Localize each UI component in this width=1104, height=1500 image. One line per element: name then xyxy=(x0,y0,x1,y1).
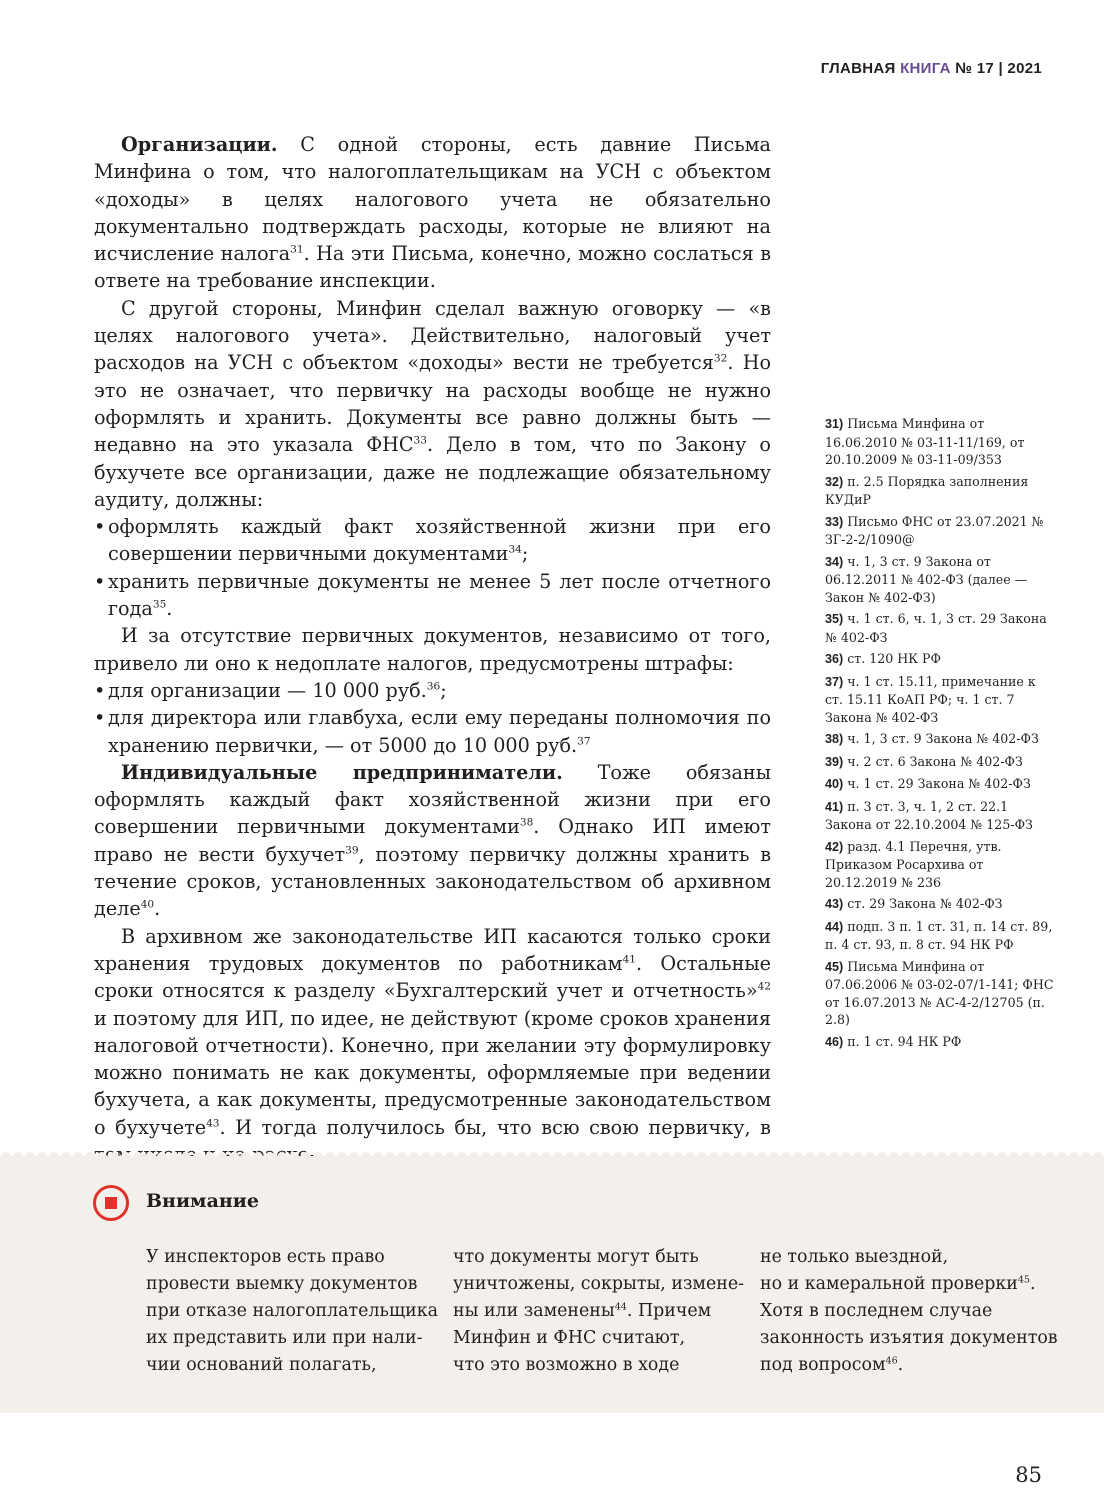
footnote xyxy=(825,775,1055,794)
footnote-ref: 35 xyxy=(152,598,167,611)
text-line: У инспекторов есть право xyxy=(146,1247,385,1267)
footnote-text: ст. 120 НК РФ xyxy=(847,651,941,666)
paragraph-minfin-clause xyxy=(94,295,771,513)
attention-column-1 xyxy=(146,1244,436,1379)
running-header xyxy=(821,60,1042,77)
paragraph-entrepreneurs xyxy=(94,759,771,923)
text-line: что это возможно в ходе xyxy=(453,1355,680,1375)
footnote-text: ч. 1, 3 ст. 9 Закона № 402-ФЗ xyxy=(847,731,1039,746)
header-title-accent: КНИГА xyxy=(900,60,951,77)
paragraph-text: . xyxy=(154,897,161,921)
text-line: чии оснований полагать, xyxy=(146,1355,377,1375)
paragraph-text: . На эти Письма, конечно, можно сослаться в ответе на требование инспекции. xyxy=(94,242,771,293)
text-line: что документы могут быть xyxy=(453,1247,699,1267)
text-line: при отказе налогоплательщика xyxy=(146,1301,438,1321)
stop-alert-icon xyxy=(92,1184,130,1222)
footnote-ref: 46 xyxy=(885,1355,898,1367)
text-line xyxy=(453,1298,743,1325)
text-fragment: под вопросом xyxy=(760,1355,886,1375)
footnote-text: разд. 4.1 Перечня, утв. Приказом Росархива от 20.12.2019 № 236 xyxy=(825,838,1002,890)
footnote xyxy=(825,650,1055,669)
footnote xyxy=(825,673,1055,727)
footnote-number: 43) xyxy=(825,897,844,911)
paragraph-text: . Дело в том, что по Закону о бухучете все организации, даже не подлежащие обязательному аудиту, должны: xyxy=(94,433,771,511)
text-line: провести выемку документов xyxy=(146,1274,418,1294)
footnote xyxy=(825,415,1055,469)
footnote xyxy=(825,753,1055,772)
paragraph-archive xyxy=(94,923,771,1169)
footnote-ref: 36 xyxy=(426,680,441,693)
paragraph-text: . Но это не означает, что первичку на расходы вообще не нужно оформлять и хранить. Документы все равно должны быть — недавно на это указала ФНС xyxy=(94,351,771,457)
footnote-text: Письма Минфина от 07.06.2006 № 03-02-07/1-141; ФНС от 16.07.2013 № АС-4-2/12705 (п. 2.8) xyxy=(825,958,1054,1027)
paragraph-text: . И тогда получилось бы, что всю свою первичку, в xyxy=(219,1115,771,1139)
page-number: 85 xyxy=(1015,1463,1042,1487)
footnote-number: 46) xyxy=(825,1034,844,1049)
paragraph-text: В архивном же законодательстве ИП касаются только сроки хранения трудовых документов по работникам xyxy=(94,924,771,975)
paragraph-text: С другой стороны, Минфин сделал важную оговорку — «в целях налогового учета». Действительно, налоговый учет расходов на УСН с объектом «доходы» вести не требуется xyxy=(94,296,771,375)
footnote xyxy=(825,958,1055,1029)
lead-entrepreneurs: Индивидуальные предприниматели. xyxy=(121,760,563,784)
footnote xyxy=(825,838,1055,892)
footnote-ref: 34 xyxy=(508,544,522,557)
footnote-ref: 43 xyxy=(206,1117,220,1130)
list-item xyxy=(94,513,771,568)
footnote xyxy=(825,730,1055,749)
text-line: Минфин и ФНС считают, xyxy=(453,1328,685,1348)
footnote-number: 39) xyxy=(825,754,844,769)
paragraph-text: и поэтому для ИП, по идее, не действуют (кроме сроков хранения налоговой отчетности). Конечно, при желании эту формулировку можно понимать не как документы, оформляемые при ведении бухучета, а как документы, предусмотренные законодательством о бухучете xyxy=(94,1006,771,1139)
footnote xyxy=(825,895,1055,914)
footnote-number: 44) xyxy=(825,919,844,934)
text-line: Хотя в последнем случае xyxy=(760,1301,993,1321)
footnote-number: 42) xyxy=(825,839,844,854)
footnote-number: 37) xyxy=(825,674,844,689)
footnote-text: ч. 2 ст. 6 Закона № 402-ФЗ xyxy=(847,753,1023,769)
footnote-text: п. 1 ст. 94 НК РФ xyxy=(847,1033,962,1049)
text-fragment: . xyxy=(897,1355,904,1375)
footnote-number: 31) xyxy=(825,417,844,431)
paragraph-text: , поэтому первичку должны хранить в течение сроков, установленных законодательством об архивном деле xyxy=(94,842,771,921)
footnote-text: п. 2.5 Порядка заполнения КУДиР xyxy=(825,473,1029,507)
attention-column-3 xyxy=(760,1244,1060,1379)
text-fragment: . xyxy=(1030,1274,1036,1294)
list-item-text: для организации — 10 000 руб. xyxy=(108,678,427,702)
footnote-ref: 41 xyxy=(622,953,636,966)
footnote-text: ч. 1 ст. 29 Закона № 402-ФЗ xyxy=(847,776,1031,791)
footnote xyxy=(825,473,1055,509)
header-title: ГЛАВНАЯ xyxy=(820,60,896,77)
attention-column-2 xyxy=(453,1244,743,1379)
footnote-text: подп. 3 п. 1 ст. 31, п. 14 ст. 89, п. 4 ст. 93, п. 8 ст. 94 НК РФ xyxy=(825,918,1053,952)
footnote-ref: 33 xyxy=(413,434,427,447)
text-line xyxy=(760,1271,1060,1298)
text-fragment: но и камеральной проверки xyxy=(760,1274,1018,1294)
footnote-ref: 31 xyxy=(290,243,304,256)
footnote-number: 34) xyxy=(825,554,844,569)
text-line: их представить или при нали- xyxy=(146,1328,423,1348)
scalloped-edge xyxy=(0,1150,1104,1158)
list-item-text: ; xyxy=(440,678,447,702)
footnote-number: 45) xyxy=(825,959,844,974)
attention-title: Внимание xyxy=(146,1190,259,1212)
footnote-number: 35) xyxy=(825,612,844,626)
footnote-ref: 39 xyxy=(345,844,359,857)
obligations-list xyxy=(94,513,771,622)
text-fragment: . Причем xyxy=(626,1301,712,1321)
footnote-text: Письма Минфина от 16.06.2010 № 03-11-11/169, от 20.10.2009 № 03-11-09/353 xyxy=(825,416,1025,467)
paragraph-text: . Остальные сроки относятся к разделу «Бухгалтерский учет и отчетность» xyxy=(94,951,771,1003)
list-item-text: оформлять каждый факт хозяйственной жизни при его совершении первичными документами xyxy=(108,515,771,566)
list-item xyxy=(94,704,771,759)
footnote xyxy=(825,798,1055,834)
article-body xyxy=(94,131,771,1168)
footnote-ref: 44 xyxy=(614,1301,627,1313)
footnote-text: ч. 1, 3 ст. 9 Закона от 06.12.2011 № 402-ФЗ (далее — Закон № 402-ФЗ) xyxy=(825,553,1028,605)
list-item-text: для директора или главбуха, если ему переданы полномочия по хранению первички, — от 5000 до 10 000 руб. xyxy=(108,706,771,757)
text-line: уничтожены, сокрыты, измене- xyxy=(453,1274,745,1294)
footnote-text: ч. 1 ст. 15.11, примечание к ст. 15.11 КоАП РФ; ч. 1 ст. 7 Закона № 402-ФЗ xyxy=(825,673,1036,725)
footnote-ref: 42 xyxy=(757,980,771,993)
list-item-text: . xyxy=(166,597,173,621)
footnote xyxy=(825,513,1055,549)
lead-organizations: Организации. xyxy=(121,133,278,156)
footnote xyxy=(825,610,1055,646)
footnote-ref: 37 xyxy=(577,735,591,748)
fines-list xyxy=(94,677,771,759)
footnote-text: ч. 1 ст. 6, ч. 1, 3 ст. 29 Закона № 402-ФЗ xyxy=(825,611,1047,645)
footnote-ref: 32 xyxy=(713,352,728,365)
footnote-number: 41) xyxy=(825,799,844,814)
paragraph-text: . Однако ИП имеют право не вести бухучет xyxy=(94,815,771,866)
text-line xyxy=(760,1352,1060,1379)
footnote-number: 40) xyxy=(825,777,844,791)
footnote-text: п. 3 ст. 3, ч. 1, 2 ст. 22.1 Закона от 22.10.2004 № 125-ФЗ xyxy=(825,798,1033,832)
footnote xyxy=(825,918,1055,954)
paragraph-text: С одной стороны, есть давние Письма Минфина о том, что налогоплательщикам на УСН с объектом «доходы» в целях налогового учета не обязательно документально подтверждать расходы, которые не влияют на исчисление налога xyxy=(94,133,771,266)
footnote-ref: 40 xyxy=(140,898,155,911)
list-item-text: хранить первичные документы не менее 5 лет после отчетного года xyxy=(108,569,771,621)
paragraph-fines: И за отсутствие первичных документов, независимо от того, привело ли оно к недоплате налогов, предусмотрены штрафы: xyxy=(94,624,771,675)
footnotes-column xyxy=(825,415,1055,1055)
footnote-number: 32) xyxy=(825,474,844,489)
footnote-number: 36) xyxy=(825,652,844,666)
footnote-text: ст. 29 Закона № 402-ФЗ xyxy=(847,896,1003,911)
footnote-text: Письмо ФНС от 23.07.2021 № ЗГ-2-2/1090@ xyxy=(825,513,1044,547)
footnote-number: 38) xyxy=(825,732,844,746)
footnote-ref: 38 xyxy=(519,817,534,830)
text-line: не только выездной, xyxy=(760,1247,949,1267)
footnote xyxy=(825,1033,1055,1052)
text-line: законность изъятия документов xyxy=(760,1328,1058,1348)
list-item xyxy=(94,568,771,623)
paragraph-text: Тоже обязаны оформлять каждый факт хозяйственной жизни при его совершении первичными документами xyxy=(94,760,771,839)
list-item xyxy=(94,677,771,704)
footnote xyxy=(825,553,1055,607)
attention-box xyxy=(0,1156,1104,1413)
paragraph-organizations xyxy=(94,131,771,295)
header-issue: № 17 | 2021 xyxy=(955,60,1042,77)
footnote-number: 33) xyxy=(825,514,844,529)
footnote-ref: 45 xyxy=(1017,1274,1030,1286)
list-item-text: ; xyxy=(521,542,529,566)
text-fragment: ны или заменены xyxy=(453,1301,615,1321)
